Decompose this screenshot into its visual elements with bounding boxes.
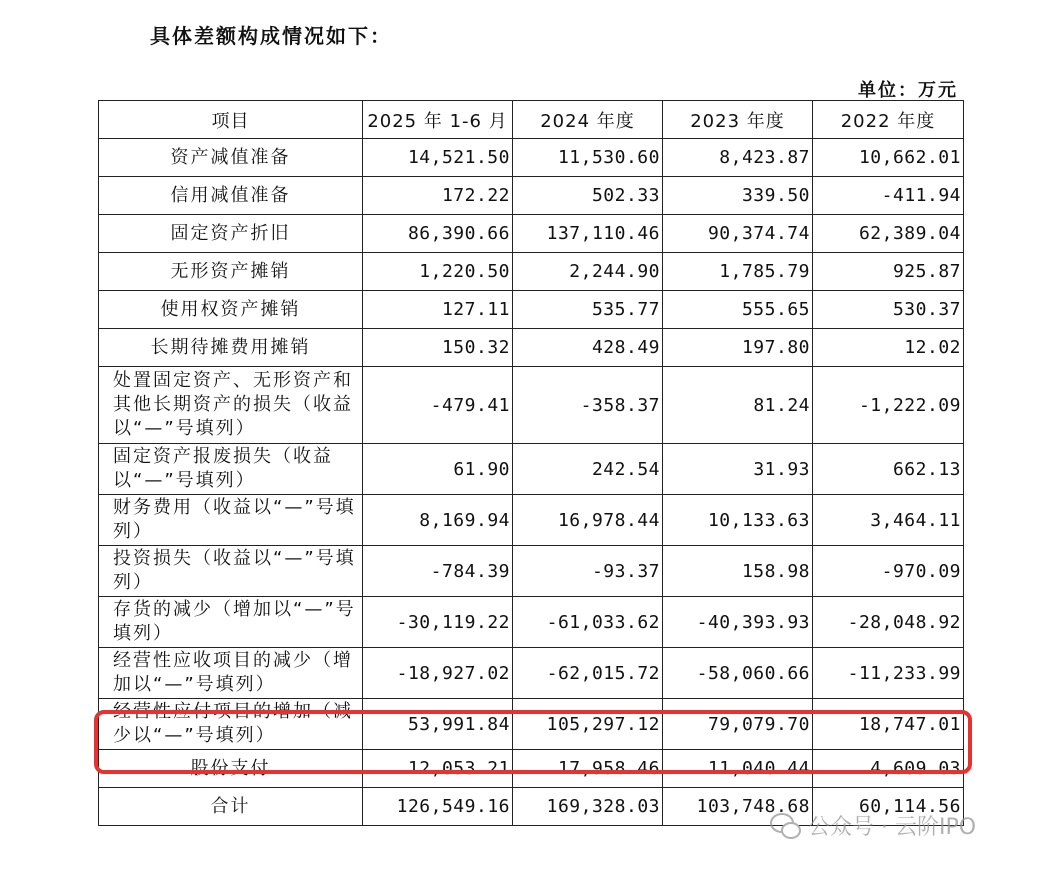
header-2023: 2023 年度 <box>663 101 813 139</box>
row-label: 财务费用（收益以“—”号填列） <box>99 495 363 546</box>
cell-value: 126,549.16 <box>363 788 513 826</box>
cell-value: -784.39 <box>363 546 513 597</box>
table-row <box>99 177 964 215</box>
cell-value: 158.98 <box>663 546 813 597</box>
row-label: 投资损失（收益以“—”号填列） <box>99 546 363 597</box>
cell-value: -58,060.66 <box>663 648 813 699</box>
table-row <box>99 495 964 546</box>
cell-value: 81.24 <box>663 367 813 444</box>
cell-value: 10,662.01 <box>813 139 964 177</box>
table-row <box>99 648 964 699</box>
cell-value: 12,053.21 <box>363 750 513 788</box>
cell-value: 925.87 <box>813 253 964 291</box>
row-label: 股份支付 <box>99 750 363 788</box>
cell-value: -411.94 <box>813 177 964 215</box>
cell-value: 90,374.74 <box>663 215 813 253</box>
cell-value: 169,328.03 <box>513 788 663 826</box>
row-label: 信用减值准备 <box>99 177 363 215</box>
row-label: 处置固定资产、无形资产和其他长期资产的损失（收益以“—”号填列） <box>99 367 363 444</box>
table-row <box>99 367 964 444</box>
cell-value: 339.50 <box>663 177 813 215</box>
row-label: 合计 <box>99 788 363 826</box>
header-item: 项目 <box>99 101 363 139</box>
cell-value: 16,978.44 <box>513 495 663 546</box>
cell-value: 502.33 <box>513 177 663 215</box>
cell-value: -61,033.62 <box>513 597 663 648</box>
table-row <box>99 215 964 253</box>
cell-value: 60,114.56 <box>813 788 964 826</box>
table-row <box>99 253 964 291</box>
wechat-icon <box>770 813 800 839</box>
cell-value: 662.13 <box>813 444 964 495</box>
cell-value: 62,389.04 <box>813 215 964 253</box>
row-label: 存货的减少（增加以“—”号填列） <box>99 597 363 648</box>
cell-value: 242.54 <box>513 444 663 495</box>
cell-value: 11,040.44 <box>663 750 813 788</box>
cell-value: -358.37 <box>513 367 663 444</box>
row-label: 经营性应收项目的减少（增加以“—”号填列） <box>99 648 363 699</box>
cell-value: 53,991.84 <box>363 699 513 750</box>
watermark <box>770 810 976 841</box>
table-row <box>99 329 964 367</box>
cell-value: 11,530.60 <box>513 139 663 177</box>
cell-value: 137,110.46 <box>513 215 663 253</box>
cell-value: 105,297.12 <box>513 699 663 750</box>
cell-value: 8,423.87 <box>663 139 813 177</box>
cell-value: 150.32 <box>363 329 513 367</box>
cell-value: 127.11 <box>363 291 513 329</box>
cell-value: 12.02 <box>813 329 964 367</box>
table-row <box>99 597 964 648</box>
cell-value: 14,521.50 <box>363 139 513 177</box>
unit-label: 单位：万元 <box>858 80 958 101</box>
cell-value: 172.22 <box>363 177 513 215</box>
table-row <box>99 444 964 495</box>
watermark-text: 公众号 · 云阶IPO <box>808 815 977 840</box>
cell-value: -1,222.09 <box>813 367 964 444</box>
table-row <box>99 139 964 177</box>
cell-value: -479.41 <box>363 367 513 444</box>
cell-value: -28,048.92 <box>813 597 964 648</box>
cell-value: 2,244.90 <box>513 253 663 291</box>
row-label: 使用权资产摊销 <box>99 291 363 329</box>
cell-value: 3,464.11 <box>813 495 964 546</box>
cell-value: -62,015.72 <box>513 648 663 699</box>
cell-value: -30,119.22 <box>363 597 513 648</box>
cell-value: -93.37 <box>513 546 663 597</box>
cell-value: -18,927.02 <box>363 648 513 699</box>
table-row-highlighted <box>99 699 964 750</box>
table-header-row <box>99 101 964 139</box>
cell-value: -40,393.93 <box>663 597 813 648</box>
page-heading: 具体差额构成情况如下： <box>150 24 392 48</box>
cell-value: 428.49 <box>513 329 663 367</box>
cell-value: -970.09 <box>813 546 964 597</box>
table-row <box>99 750 964 788</box>
cell-value: 197.80 <box>663 329 813 367</box>
cell-value: 530.37 <box>813 291 964 329</box>
row-label: 无形资产摊销 <box>99 253 363 291</box>
cell-value: 535.77 <box>513 291 663 329</box>
cell-value: 17,958.46 <box>513 750 663 788</box>
table-row <box>99 546 964 597</box>
cell-value: 31.93 <box>663 444 813 495</box>
row-label: 长期待摊费用摊销 <box>99 329 363 367</box>
financial-table <box>98 100 964 826</box>
cell-value: 8,169.94 <box>363 495 513 546</box>
cell-value: -11,233.99 <box>813 648 964 699</box>
cell-value: 18,747.01 <box>813 699 964 750</box>
header-2022: 2022 年度 <box>813 101 964 139</box>
header-2024: 2024 年度 <box>513 101 663 139</box>
table-row <box>99 291 964 329</box>
row-label: 固定资产报废损失（收益以“—”号填列） <box>99 444 363 495</box>
cell-value: 1,220.50 <box>363 253 513 291</box>
header-2025h1: 2025 年 1-6 月 <box>363 101 513 139</box>
cell-value: 79,079.70 <box>663 699 813 750</box>
cell-value: 555.65 <box>663 291 813 329</box>
row-label: 资产减值准备 <box>99 139 363 177</box>
cell-value: 10,133.63 <box>663 495 813 546</box>
row-label: 经营性应付项目的增加（减少以“—”号填列） <box>99 699 363 750</box>
cell-value: 103,748.68 <box>663 788 813 826</box>
row-label: 固定资产折旧 <box>99 215 363 253</box>
cell-value: 1,785.79 <box>663 253 813 291</box>
cell-value: 61.90 <box>363 444 513 495</box>
cell-value: 4,609.03 <box>813 750 964 788</box>
cell-value: 86,390.66 <box>363 215 513 253</box>
